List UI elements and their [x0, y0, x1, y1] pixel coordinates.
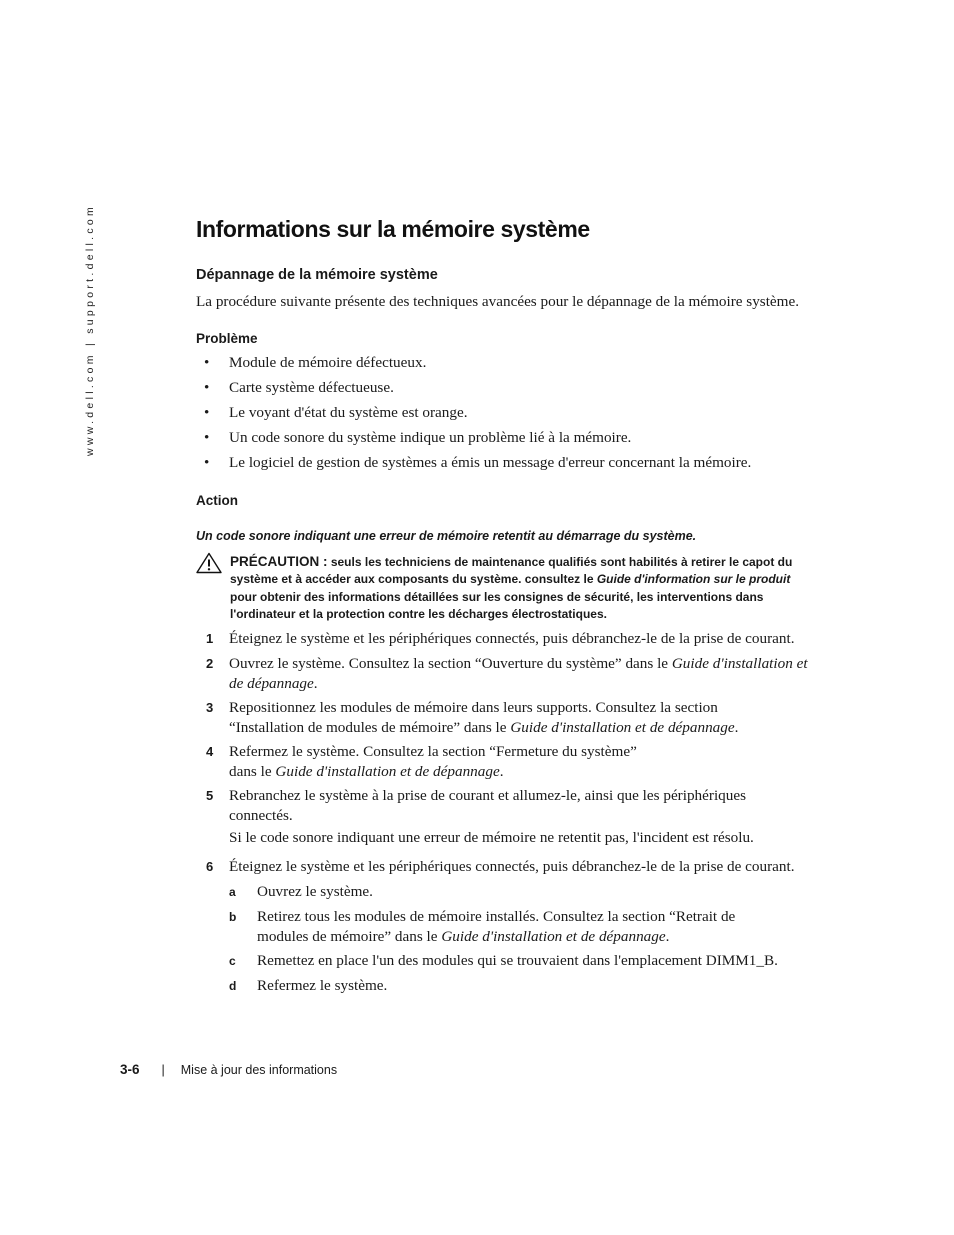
- substep-a: [229, 882, 829, 902]
- intro-paragraph: La procédure suivante présente des techniques avancées pour le dépannage de la mémoire système.: [196, 293, 800, 310]
- list-item: [196, 353, 751, 378]
- list-item-text: Le logiciel de gestion de systèmes a émis un message d'erreur concernant la mémoire.: [229, 454, 752, 471]
- guide-reference: Guide d'installation et de dépannage: [441, 927, 666, 945]
- step-5: [196, 786, 826, 825]
- step-text-part: Refermez le système. Consultez la section “Fermeture du système” dans le: [229, 743, 637, 780]
- caution-body-end: pour obtenir des informations détaillées sur les consignes de sécurité, les interventions dans l'ordinateur et la protection contre les décharges électrostatiques.: [230, 589, 764, 622]
- footer-title: Mise à jour des informations: [180, 1063, 338, 1077]
- section-heading: Dépannage de la mémoire système: [196, 267, 438, 283]
- caution-guide-reference: Guide d'information sur le produit: [596, 572, 791, 587]
- step-number: 5: [206, 788, 214, 803]
- list-item: [196, 378, 751, 403]
- list-item-text: Module de mémoire défectueux.: [229, 354, 427, 371]
- guide-reference: Guide d'installation et de dépannage: [510, 718, 735, 736]
- list-item: [196, 403, 751, 428]
- substep-letter: b: [229, 910, 237, 924]
- footer-separator: |: [161, 1063, 165, 1077]
- list-item-text: Le voyant d'état du système est orange.: [229, 404, 468, 421]
- bullet: •: [204, 429, 210, 446]
- step-text-part: Ouvrez le système. Consultez la section “Ouverture du système” dans le: [229, 655, 672, 672]
- step-number: 4: [206, 744, 214, 759]
- step-text: [229, 742, 659, 781]
- list-item: [196, 428, 751, 453]
- substep-text: Remettez en place l'un des modules qui se trouvaient dans l'emplacement DIMM1_B.: [257, 952, 778, 969]
- bullet: •: [204, 454, 210, 471]
- page-number: 3-6: [120, 1062, 140, 1077]
- step-text: Éteignez le système et les périphériques connectés, puis débranchez-le de la prise de courant.: [229, 630, 795, 647]
- substep-letter: d: [229, 979, 237, 993]
- substep-text: [257, 907, 757, 946]
- caution-label: PRÉCAUTION :: [230, 554, 328, 569]
- substep-text: Refermez le système.: [257, 977, 388, 994]
- list-item-text: Carte système défectueuse.: [229, 379, 394, 396]
- bullet: •: [204, 404, 210, 421]
- step-text: Éteignez le système et les périphériques connectés, puis débranchez-le de la prise de courant.: [229, 858, 795, 875]
- step-3: [196, 698, 826, 737]
- step-1: [196, 629, 826, 649]
- step-number: 2: [206, 656, 214, 671]
- step-text: Rebranchez le système à la prise de courant et allumez-le, ainsi que les périphériques connectés.: [229, 787, 747, 824]
- substep-letter: c: [229, 954, 236, 968]
- guide-reference: Guide d'installation et de dépannage: [275, 762, 500, 780]
- page-title: Informations sur la mémoire système: [196, 216, 590, 242]
- step-2: [196, 654, 826, 693]
- bullet: •: [204, 354, 210, 371]
- substep-d: [229, 976, 829, 996]
- guide-reference: Guide d'installation et de dépannage: [229, 655, 808, 692]
- problem-heading: Problème: [196, 331, 258, 346]
- list-item: [196, 453, 751, 478]
- substep-text-end: .: [665, 927, 670, 945]
- sidebar-url: www.dell.com | support.dell.com: [84, 203, 96, 456]
- step-text-end: .: [734, 718, 739, 736]
- bullet: •: [204, 379, 210, 396]
- action-heading: Action: [196, 493, 238, 508]
- caution-notice: [196, 553, 816, 624]
- step-text-part: Repositionnez les modules de mémoire dans leurs supports. Consultez la section “Installation de modules de mémoire” dans le: [229, 699, 718, 736]
- step-note: Si le code sonore indiquant une erreur de mémoire ne retentit pas, l'incident est résolu.: [229, 829, 754, 846]
- step-number: 6: [206, 859, 214, 874]
- step-number: 1: [206, 631, 214, 646]
- action-trigger: Un code sonore indiquant une erreur de mémoire retentit au démarrage du système.: [196, 529, 697, 543]
- step-4: [196, 742, 826, 781]
- list-item-text: Un code sonore du système indique un problème lié à la mémoire.: [229, 429, 632, 446]
- step-text: [229, 654, 819, 693]
- caution-body: seuls les techniciens de maintenance qualifiés sont habilités à retirer le capot du système et à accéder aux composants du système. consultez le: [230, 555, 793, 587]
- step-number: 3: [206, 700, 214, 715]
- step-text: [229, 698, 759, 737]
- step-text-end: .: [313, 674, 318, 692]
- page-footer: [120, 1062, 337, 1077]
- problem-list: [196, 353, 751, 478]
- caution-text: [230, 553, 816, 624]
- step-text-end: .: [499, 762, 504, 780]
- step-6: [196, 857, 826, 877]
- substep-letter: a: [229, 885, 236, 899]
- warning-triangle-icon: [196, 552, 222, 574]
- substep-c: [229, 951, 829, 971]
- substep-b: [229, 907, 829, 946]
- substep-text-part: Retirez tous les modules de mémoire installés. Consultez la section “Retrait de modules de mémoire” dans le: [257, 908, 736, 945]
- substep-text: Ouvrez le système.: [257, 883, 373, 900]
